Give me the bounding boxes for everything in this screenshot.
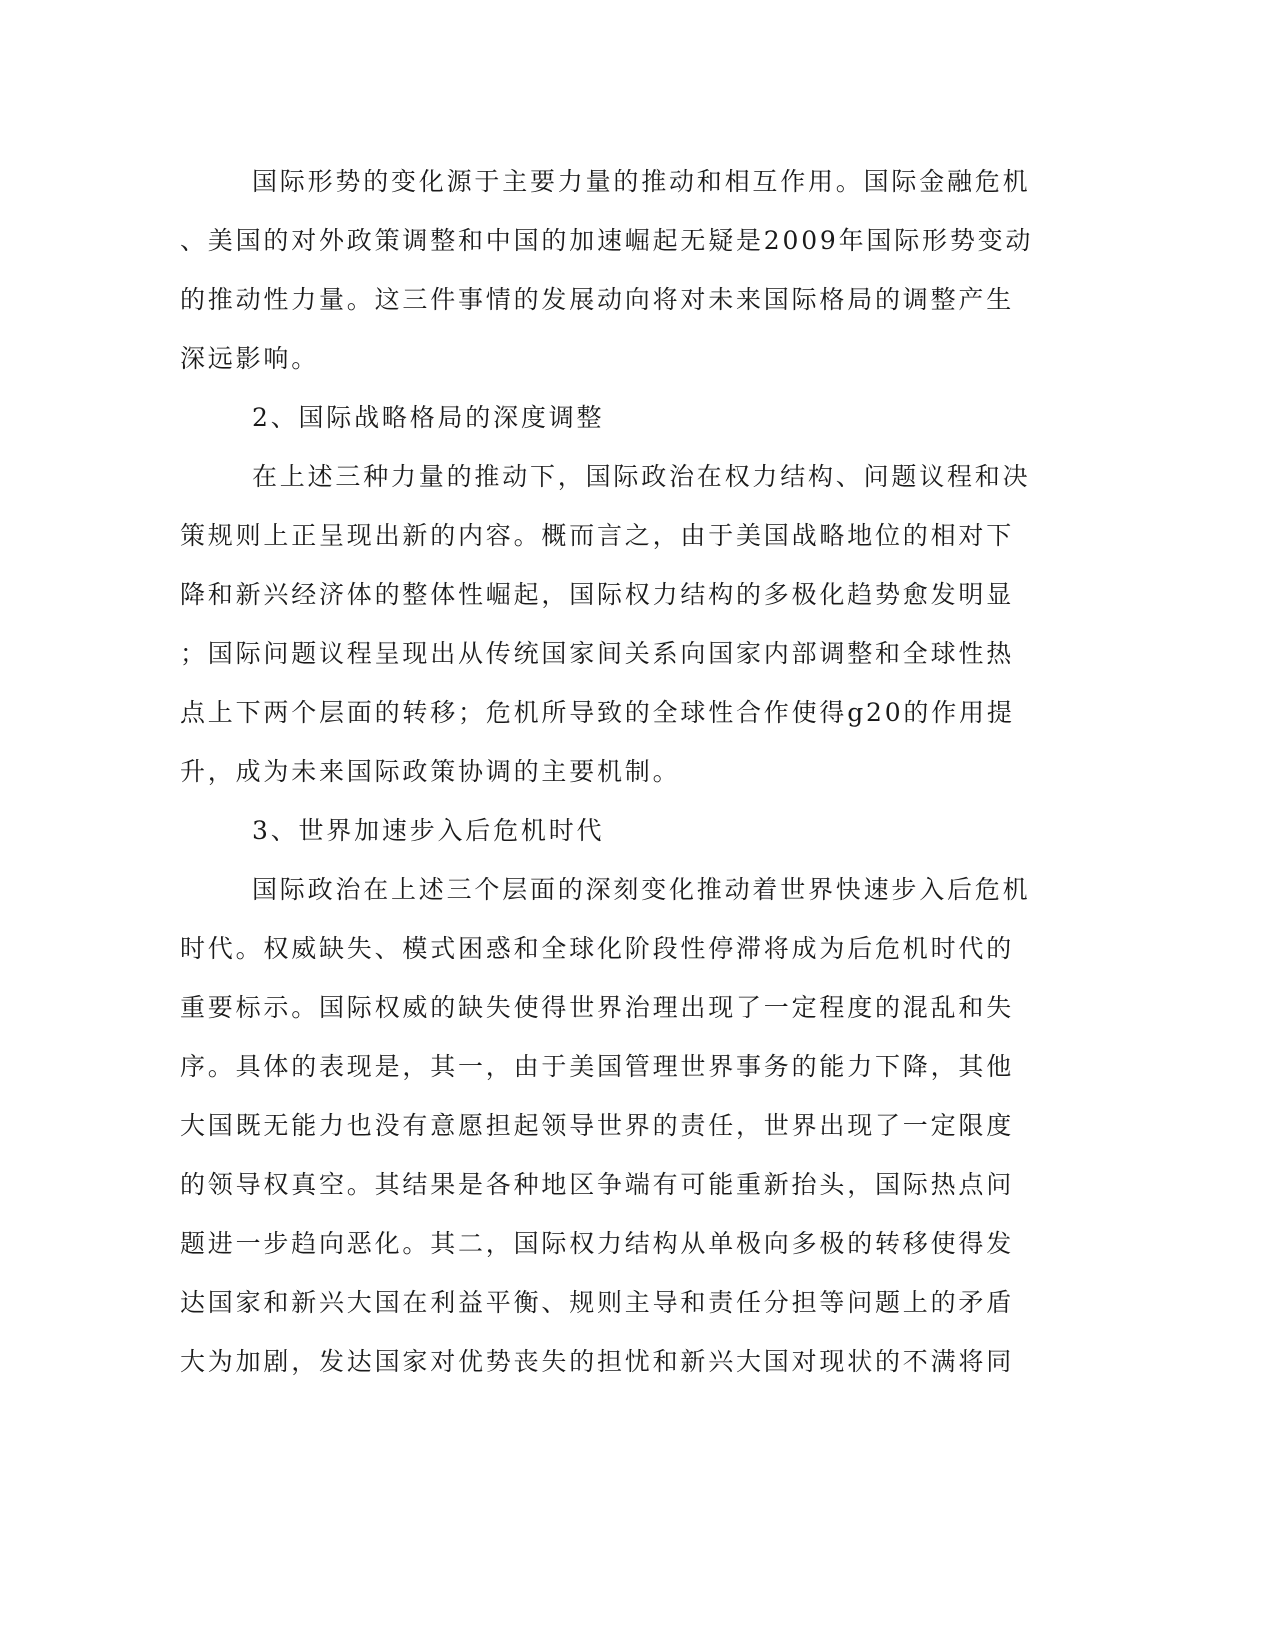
document-body — [180, 152, 1040, 1391]
paragraph-2-line-4: ；国际问题议程呈现出从传统国家间关系向国家内部调整和全球性热 — [180, 639, 1015, 668]
paragraph-3-line-8: 达国家和新兴大国在利益平衡、规则主导和责任分担等问题上的矛盾 — [180, 1288, 1015, 1317]
paragraph-3-line-6: 的领导权真空。其结果是各种地区争端有可能重新抬头，国际热点问 — [180, 1170, 1015, 1199]
paragraph-2-line-6: 升，成为未来国际政策协调的主要机制。 — [180, 757, 681, 786]
paragraph-2-line-3: 降和新兴经济体的整体性崛起，国际权力结构的多极化趋势愈发明显 — [180, 580, 1015, 609]
paragraph-3-line-9: 大为加剧，发达国家对优势丧失的担忧和新兴大国对现状的不满将同 — [180, 1347, 1015, 1376]
section-heading-3: 3、世界加速步入后危机时代 — [252, 816, 605, 845]
paragraph-1-line-2: 、美国的对外政策调整和中国的加速崛起无疑是2009年国际形势变动 — [180, 226, 1034, 255]
paragraph-3-line-4: 序。具体的表现是，其一，由于美国管理世界事务的能力下降，其他 — [180, 1052, 1015, 1081]
paragraph-2-line-1: 在上述三种力量的推动下，国际政治在权力结构、问题议程和决 — [252, 462, 1031, 491]
paragraph-3-line-5: 大国既无能力也没有意愿担起领导世界的责任，世界出现了一定限度 — [180, 1111, 1015, 1140]
paragraph-3-line-7: 题进一步趋向恶化。其二，国际权力结构从单极向多极的转移使得发 — [180, 1229, 1015, 1258]
section-heading-2: 2、国际战略格局的深度调整 — [252, 403, 605, 432]
paragraph-3-line-3: 重要标示。国际权威的缺失使得世界治理出现了一定程度的混乱和失 — [180, 993, 1015, 1022]
paragraph-1-line-3: 的推动性力量。这三件事情的发展动向将对未来国际格局的调整产生 — [180, 285, 1015, 314]
paragraph-3-line-2: 时代。权威缺失、模式困惑和全球化阶段性停滞将成为后危机时代的 — [180, 934, 1015, 963]
paragraph-2-line-5: 点上下两个层面的转移；危机所导致的全球性合作使得g20的作用提 — [180, 698, 1015, 727]
paragraph-2-line-2: 策规则上正呈现出新的内容。概而言之，由于美国战略地位的相对下 — [180, 521, 1015, 550]
paragraph-1-line-4: 深远影响。 — [180, 344, 320, 373]
paragraph-3-line-1: 国际政治在上述三个层面的深刻变化推动着世界快速步入后危机 — [252, 875, 1031, 904]
paragraph-1-line-1: 国际形势的变化源于主要力量的推动和相互作用。国际金融危机 — [252, 167, 1031, 196]
